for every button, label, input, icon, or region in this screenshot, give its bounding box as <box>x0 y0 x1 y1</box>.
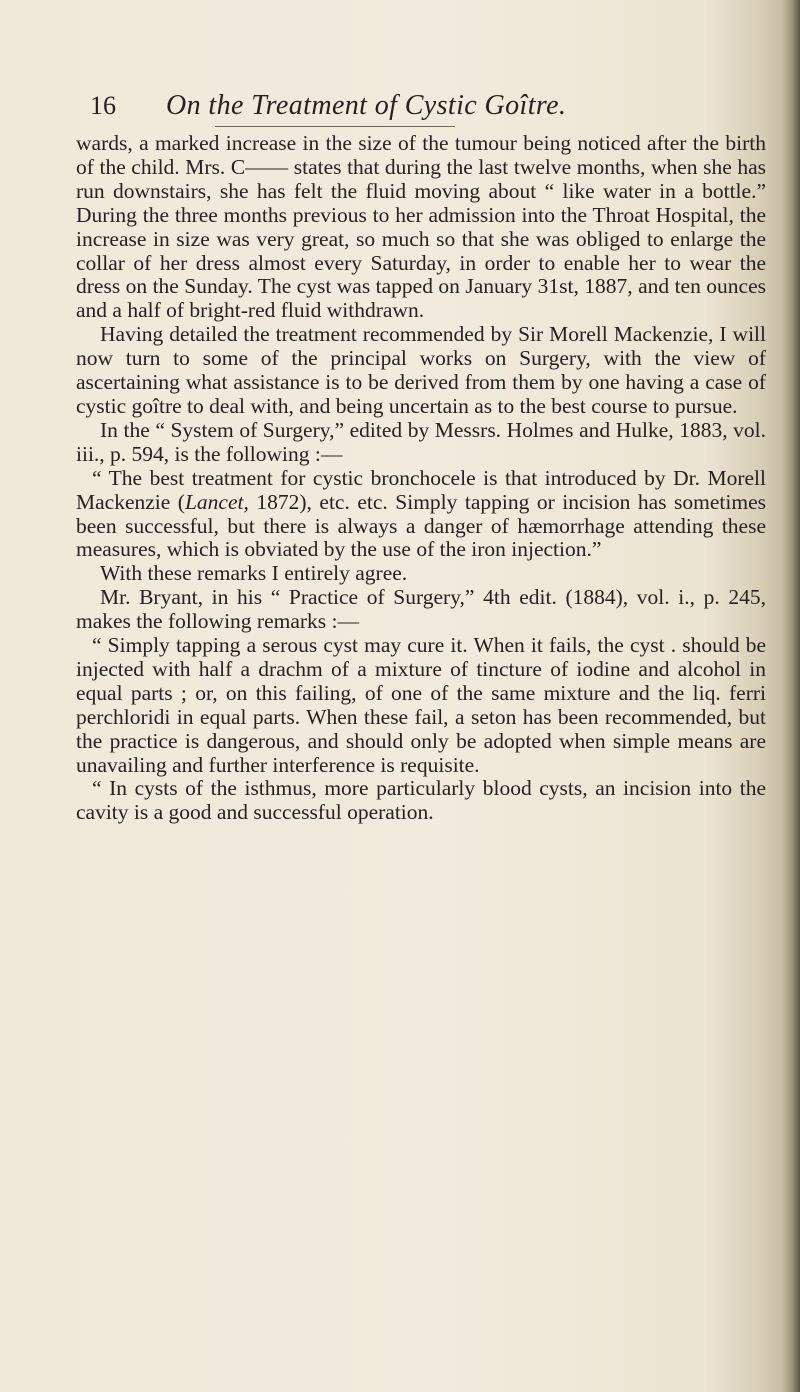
paragraph-surgery-works: Having detailed the treatment recommended by Sir Morell Mackenzie, I will now turn to some of the principal works on Surgery, with the view of ascertaining what assistance is to be derived from them by one having a case of cystic goître to deal with, and being uncertain as to the best course to pursue. <box>76 322 766 418</box>
paragraph-bryant: Mr. Bryant, in his “ Practice of Surgery,” 4th edit. (1884), vol. i., p. 245, makes the following remarks :— <box>76 585 766 634</box>
running-head <box>90 86 710 126</box>
lancet-citation: Lancet, <box>184 489 249 514</box>
running-title: On the Treatment of Cystic Goître. <box>166 90 567 121</box>
body-text <box>76 132 766 825</box>
header-rule <box>215 126 455 127</box>
page-number: 16 <box>90 91 116 120</box>
paragraph-case-history: wards, a marked increase in the size of the tumour being noticed after the birth of the child. Mrs. C—— states that during the last twelve months, when she has run downstairs, she has felt the fluid moving about “ like water in a bottle.” During the three months previous to her admission into the Throat Hospital, the increase in size was very great, so much so that she was obliged to enlarge the collar of her dress almost every Saturday, in order to enable her to wear the dress on the Sunday. The cyst was tapped on January 31st, 1887, and ten ounces and a half of bright-red fluid withdrawn. <box>76 131 766 323</box>
quote-holmes-hulke-start: “ The best treatment for cystic bronchocele is that introduced by Dr. Morell Mackenzie ( <box>76 465 766 514</box>
quote-holmes-hulke <box>76 467 766 563</box>
paragraph-agreement: With these remarks I entirely agree. <box>100 561 408 586</box>
page-edge-shadow <box>782 0 800 1392</box>
quote-holmes-hulke-end: 1872), etc. etc. Simply tapping or incision has sometimes been successful, but there is always a danger of hæmorrhage attending these measures, which is obviated by the use of the iron injection.” <box>76 489 766 562</box>
quote-bryant-isthmus: “ In cysts of the isthmus, more particularly blood cysts, an incision into the cavity is a good and successful operation. <box>76 776 766 825</box>
quote-bryant-serous-cyst: “ Simply tapping a serous cyst may cure it. When it fails, the cyst . should be injected with half a drachm of a mixture of tincture of iodine and alcohol in equal parts ; or, on this failing, of one of the same mixture and the liq. ferri perchloridi in equal parts. When these fail, a seton has been recommended, but the practice is dangerous, and should only be adopted when simple means are unavailing and further interference is requisite. <box>76 633 766 777</box>
paragraph-system-of-surgery: In the “ System of Surgery,” edited by Messrs. Holmes and Hulke, 1883, vol. iii., p. 594, is the following :— <box>76 417 766 466</box>
